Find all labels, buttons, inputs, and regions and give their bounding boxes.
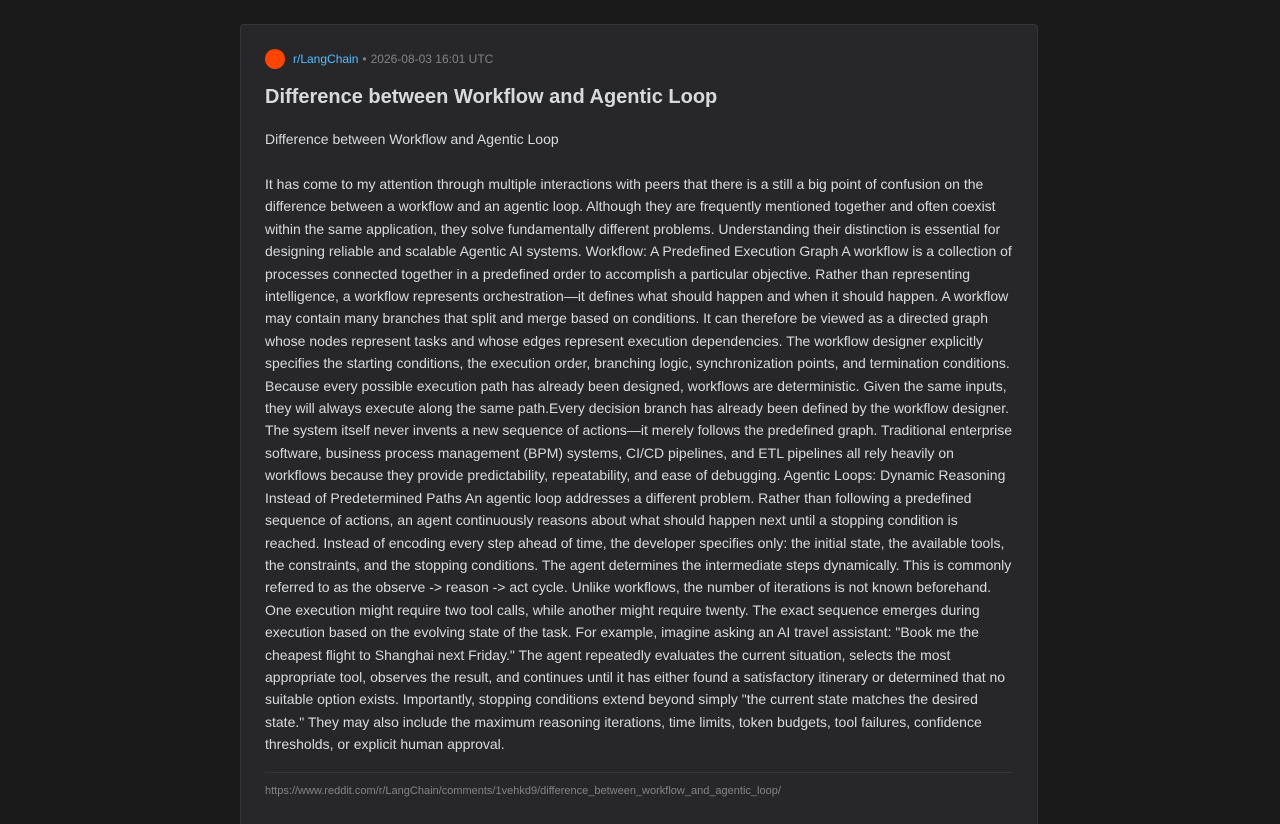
- post-title[interactable]: Difference between Workflow and Agentic Loop: [265, 86, 718, 108]
- subreddit-link[interactable]: r/LangChain: [293, 52, 359, 66]
- subreddit-avatar-icon[interactable]: [265, 49, 285, 69]
- post-meta: [265, 49, 1013, 69]
- post-card: [240, 24, 1038, 824]
- post-url-link[interactable]: https://www.reddit.com/r/LangChain/comments/1vehkd9/difference_between_workflow_and_agentic_loop/: [265, 784, 781, 797]
- post-timestamp: 2026-08-03 16:01 UTC: [370, 52, 494, 66]
- post-body-text: It has come to my attention through multiple interactions with peers that there is a still a big point of confusion on the difference between a workflow and an agentic loop. Although they are frequently mentioned together and often coexist within the same application, they solve fundamentally different problems. Understanding their distinction is essential for designing reliable and scalable Agentic AI systems. Workflow: A Predefined Execution Graph A workflow is a collection of processes connected together in a predefined order to accomplish a particular objective. Rather than representing intelligence, a workflow represents orchestration—it defines what should happen and when it should happen. A workflow may contain many branches that split and merge based on conditions. It can therefore be viewed as a directed graph whose nodes represent tasks and whose edges represent execution dependencies. The workflow designer explicitly specifies the starting conditions, the execution order, branching logic, synchronization points, and termination conditions. Because every possible execution path has already been designed, workflows are deterministic. Given the same inputs, they will always execute along the same path.Every decision branch has already been defined by the workflow designer. The system itself never invents a new sequence of actions—it merely follows the predefined graph. Traditional enterprise software, business process management (BPM) systems, CI/CD pipelines, and ETL pipelines all rely heavily on workflows because they provide predictability, repeatability, and ease of debugging. Agentic Loops: Dynamic Reasoning Instead of Predetermined Paths An agentic loop addresses a different problem. Rather than following a predefined sequence of actions, an agent continuously reasons about what should happen next until a stopping condition is reached. Instead of encoding every step ahead of time, the developer specifies only: the initial state, the available tools, the constraints, and the stopping conditions. The agent determines the intermediate steps dynamically. This is commonly referred to as the observe -> reason -> act cycle. Unlike workflows, the number of iterations is not known beforehand. One execution might require two tool calls, while another might require twenty. The exact sequence emerges during execution based on the evolving state of the task. For example, imagine asking an AI travel assistant: "Book me the cheapest flight to Shanghai next Friday." The agent repeatedly evaluates the current situation, selects the most appropriate tool, observes the result, and continues until it has either found a satisfactory itinerary or determined that no suitable option exists. Importantly, stopping conditions extend beyond simply "the current state matches the desired state." They may also include the maximum reasoning iterations, time limits, token budgets, tool failures, confidence thresholds, or explicit human approval.: [265, 176, 1013, 753]
- meta-separator: •: [362, 52, 367, 66]
- post-body-title: Difference between Workflow and Agentic Loop: [265, 131, 559, 147]
- divider: [265, 772, 1013, 773]
